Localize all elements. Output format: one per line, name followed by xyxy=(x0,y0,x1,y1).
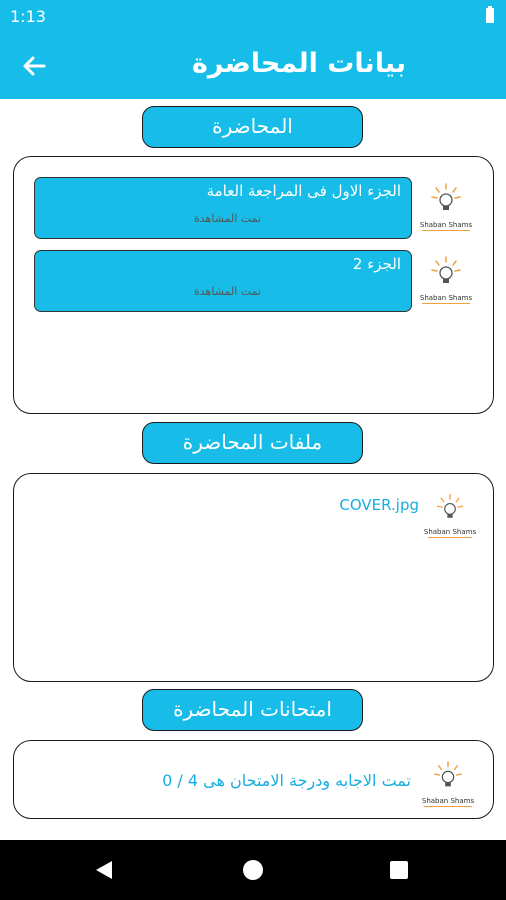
lecture-title: الجزء الاول فى المراجعة العامة xyxy=(206,182,401,200)
logo-text: Shaban Shams xyxy=(421,797,475,805)
status-bar xyxy=(0,0,506,32)
lecture-item[interactable] xyxy=(34,250,412,312)
triangle-back-icon[interactable] xyxy=(94,860,114,884)
lecture-item[interactable] xyxy=(34,177,412,239)
app-bar xyxy=(0,32,506,99)
exams-panel xyxy=(13,740,494,819)
file-link[interactable]: COVER.jpg xyxy=(339,496,419,514)
logo-divider xyxy=(428,537,472,538)
logo-text: Shaban Shams xyxy=(419,294,473,302)
lightbulb-logo-icon xyxy=(416,254,476,304)
lecture-panel xyxy=(13,156,494,414)
files-section-header: ملفات المحاضرة xyxy=(142,422,363,464)
lecture-section-header: المحاضرة xyxy=(142,106,363,148)
lecture-watched-status: تمت المشاهدة xyxy=(194,285,261,298)
page-title: بيانات المحاضرة xyxy=(191,48,406,79)
files-panel xyxy=(13,473,494,682)
battery-icon xyxy=(486,8,494,23)
lecture-title: الجزء 2 xyxy=(352,255,401,273)
lightbulb-logo-icon xyxy=(416,181,476,231)
logo-text: Shaban Shams xyxy=(423,528,477,536)
system-nav-bar xyxy=(0,840,506,900)
lightbulb-logo-icon xyxy=(422,492,478,538)
lightbulb-logo-icon xyxy=(418,759,478,807)
arrow-left-icon[interactable] xyxy=(18,50,50,82)
logo-divider xyxy=(422,230,470,231)
circle-home-icon[interactable] xyxy=(243,860,263,880)
square-recents-icon[interactable] xyxy=(390,861,408,879)
exams-section-header: امتحانات المحاضرة xyxy=(142,689,363,731)
logo-divider xyxy=(422,303,470,304)
logo-divider xyxy=(424,806,472,807)
logo-text: Shaban Shams xyxy=(419,221,473,229)
lecture-watched-status: تمت المشاهدة xyxy=(194,212,261,225)
status-time: 1:13 xyxy=(10,7,46,26)
exam-result[interactable]: تمت الاجابه ودرجة الامتحان هى 4 / 0 xyxy=(162,771,411,790)
